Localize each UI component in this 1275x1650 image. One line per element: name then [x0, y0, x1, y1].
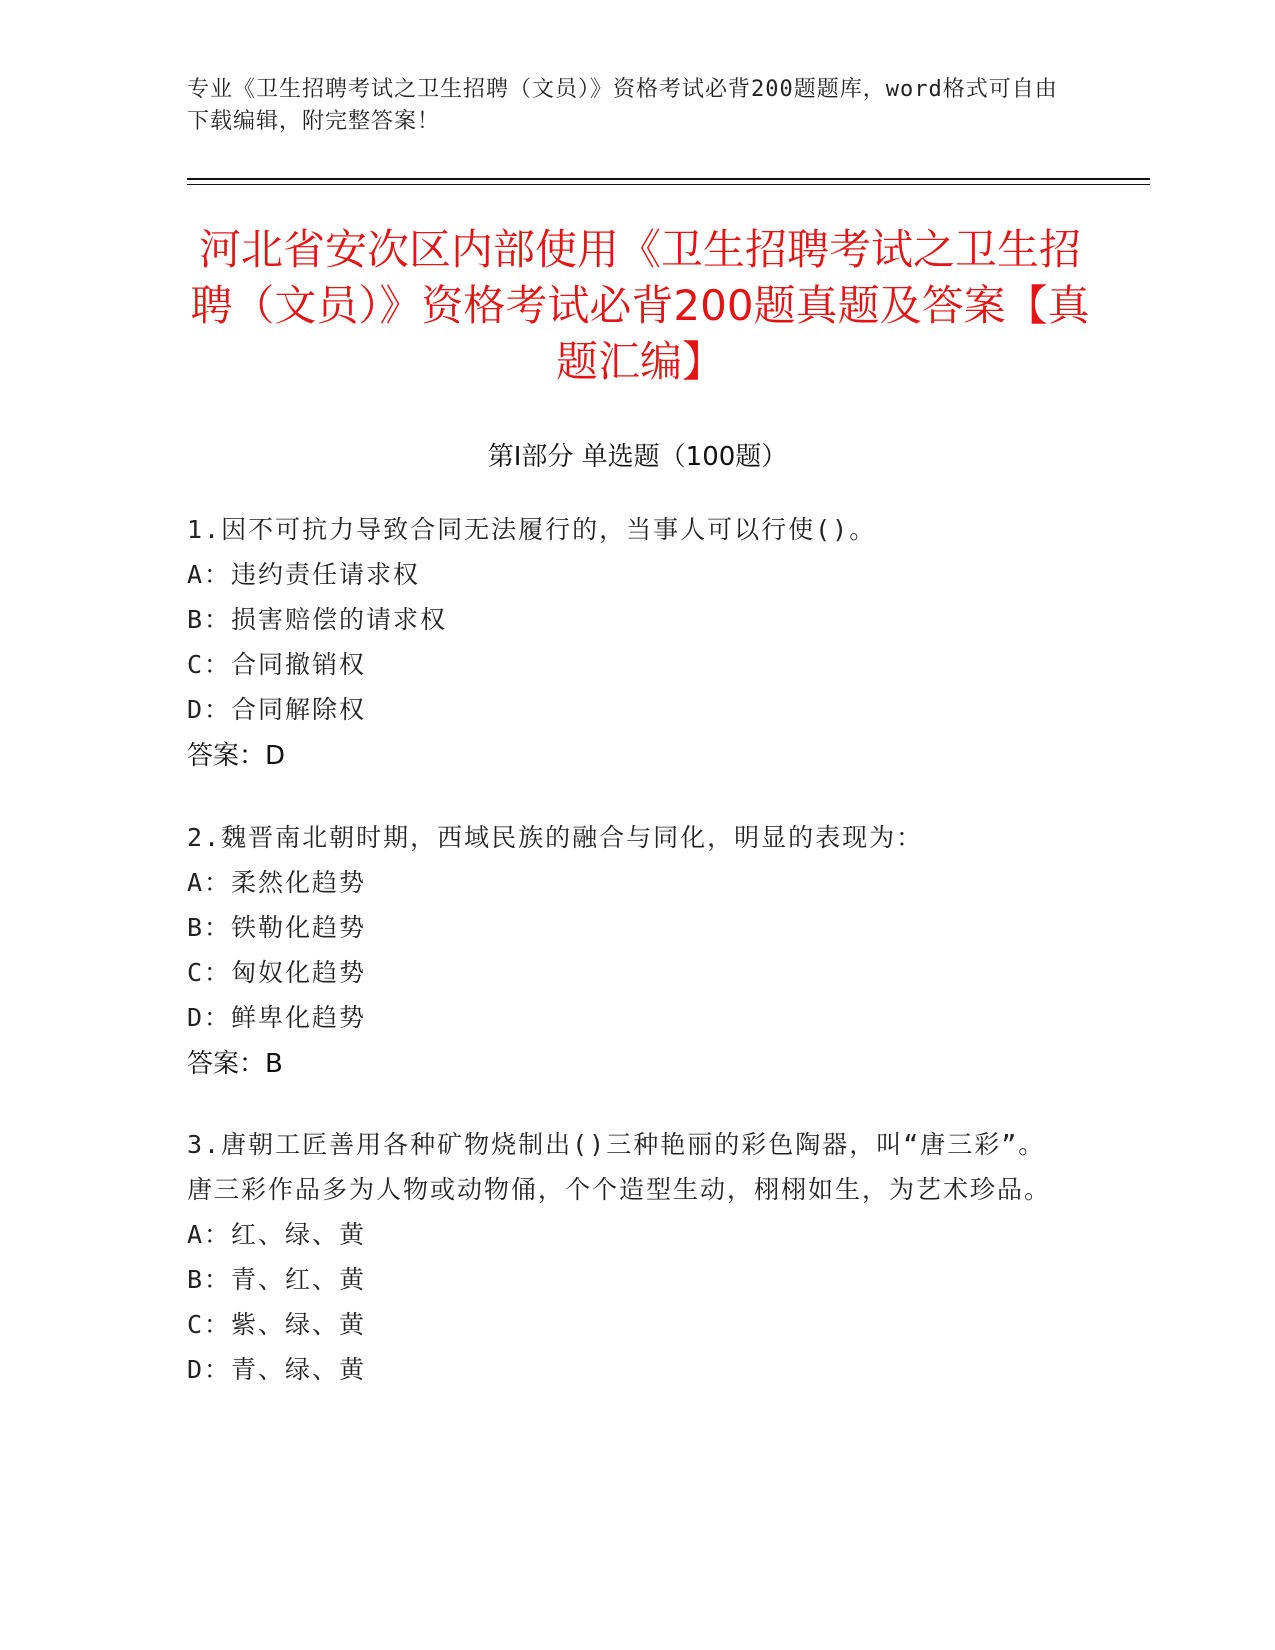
option-b: B：损害赔偿的请求权 [187, 605, 448, 634]
header-divider-thin [187, 184, 1150, 185]
question-2 [187, 815, 1067, 1087]
header-divider [187, 178, 1150, 180]
option-a: A：违约责任请求权 [187, 560, 421, 589]
header-note: 专业《卫生招聘考试之卫生招聘（文员）》资格考试必背200题题库，word格式可自由下载编辑，附完整答案！ [187, 77, 1058, 134]
option-d: D：合同解除权 [187, 695, 367, 724]
option-a: A：红、绿、黄 [187, 1220, 367, 1249]
option-d: D：青、绿、黄 [187, 1355, 367, 1384]
question-stem: 1.因不可抗力导致合同无法履行的，当事人可以行使()。 [187, 515, 877, 544]
document-title: 河北省安次区内部使用《卫生招聘考试之卫生招聘（文员）》资格考试必背200题真题及答案【真题汇编】 [190, 225, 1090, 386]
section-heading: 第Ⅰ部分 单选题（100题） [487, 442, 788, 472]
option-a: A：柔然化趋势 [187, 868, 367, 897]
question-1 [187, 507, 1067, 779]
question-stem: 2.魏晋南北朝时期，西域民族的融合与同化，明显的表现为： [187, 823, 924, 852]
option-d: D：鲜卑化趋势 [187, 1003, 367, 1032]
option-c: C：合同撤销权 [187, 650, 367, 679]
question-stem: 3.唐朝工匠善用各种矿物烧制出()三种艳丽的彩色陶器，叫“唐三彩”。唐三彩作品多为人物或动物俑，个个造型生动，栩栩如生，为艺术珍品。 [187, 1130, 1052, 1204]
answer: 答案：D [187, 741, 286, 771]
option-b: B：铁勒化趋势 [187, 913, 367, 942]
question-3 [187, 1122, 1067, 1392]
option-c: C：紫、绿、黄 [187, 1310, 367, 1339]
option-c: C：匈奴化趋势 [187, 958, 367, 987]
answer: 答案：B [187, 1049, 283, 1079]
option-b: B：青、红、黄 [187, 1265, 367, 1294]
